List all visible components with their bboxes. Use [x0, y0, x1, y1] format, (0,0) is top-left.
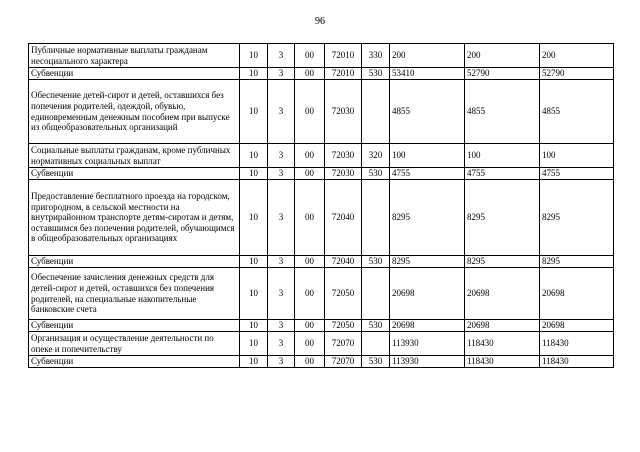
- amount-year-3: 4855: [540, 80, 614, 144]
- amount-year-2: 20698: [465, 268, 540, 320]
- row-name: Субвенции: [29, 256, 240, 268]
- amount-year-1: 113930: [390, 356, 465, 368]
- program-code: 00: [295, 144, 325, 168]
- amount-year-3: 20698: [540, 320, 614, 332]
- amount-year-1: 8295: [390, 256, 465, 268]
- amount-year-2: 8295: [465, 256, 540, 268]
- target-code: 72010: [325, 44, 362, 68]
- section-code: 10: [240, 44, 268, 68]
- table-row: [29, 144, 614, 168]
- program-code: 00: [295, 168, 325, 180]
- target-code: 72070: [325, 332, 362, 356]
- amount-year-3: 8295: [540, 256, 614, 268]
- table-row: [29, 268, 614, 320]
- target-code: 72050: [325, 320, 362, 332]
- amount-year-2: 52790: [465, 68, 540, 80]
- expense-type-code: 530: [362, 168, 390, 180]
- expense-type-code: 320: [362, 144, 390, 168]
- target-code: 72070: [325, 356, 362, 368]
- amount-year-1: 200: [390, 44, 465, 68]
- amount-year-1: 4855: [390, 80, 465, 144]
- subsection-code: 3: [268, 320, 295, 332]
- row-name: Субвенции: [29, 168, 240, 180]
- section-code: 10: [240, 68, 268, 80]
- amount-year-3: 52790: [540, 68, 614, 80]
- table-row: [29, 44, 614, 68]
- program-code: 00: [295, 332, 325, 356]
- expense-type-code: [362, 268, 390, 320]
- subsection-code: 3: [268, 44, 295, 68]
- section-code: 10: [240, 320, 268, 332]
- amount-year-2: 4855: [465, 80, 540, 144]
- section-code: 10: [240, 256, 268, 268]
- target-code: 72040: [325, 180, 362, 256]
- program-code: 00: [295, 44, 325, 68]
- row-name: Обеспечение детей-сирот и детей, оставшихся без попечения родителей, одеждой, обувью, единовременным денежным пособием при выпуске из общеобразовательных организаций: [29, 80, 240, 144]
- table-row: [29, 80, 614, 144]
- program-code: 00: [295, 68, 325, 80]
- target-code: 72030: [325, 144, 362, 168]
- subsection-code: 3: [268, 356, 295, 368]
- amount-year-1: 20698: [390, 268, 465, 320]
- section-code: 10: [240, 80, 268, 144]
- subsection-code: 3: [268, 168, 295, 180]
- subsection-code: 3: [268, 256, 295, 268]
- program-code: 00: [295, 268, 325, 320]
- amount-year-2: 8295: [465, 180, 540, 256]
- expense-type-code: [362, 180, 390, 256]
- amount-year-3: 100: [540, 144, 614, 168]
- target-code: 72040: [325, 256, 362, 268]
- target-code: 72010: [325, 68, 362, 80]
- program-code: 00: [295, 256, 325, 268]
- table-row: [29, 256, 614, 268]
- row-name: Социальные выплаты гражданам, кроме публичных нормативных социальных выплат: [29, 144, 240, 168]
- table-row: [29, 320, 614, 332]
- subsection-code: 3: [268, 68, 295, 80]
- amount-year-3: 8295: [540, 180, 614, 256]
- section-code: 10: [240, 180, 268, 256]
- amount-year-1: 113930: [390, 332, 465, 356]
- target-code: 72050: [325, 268, 362, 320]
- row-name: Организация и осуществление деятельности по опеке и попечительству: [29, 332, 240, 356]
- table-row: [29, 332, 614, 356]
- amount-year-2: 4755: [465, 168, 540, 180]
- subsection-code: 3: [268, 80, 295, 144]
- section-code: 10: [240, 168, 268, 180]
- expense-type-code: 530: [362, 256, 390, 268]
- page-number: 96: [315, 16, 325, 27]
- amount-year-3: 118430: [540, 332, 614, 356]
- amount-year-1: 8295: [390, 180, 465, 256]
- target-code: 72030: [325, 168, 362, 180]
- amount-year-3: 118430: [540, 356, 614, 368]
- program-code: 00: [295, 356, 325, 368]
- expense-type-code: 330: [362, 44, 390, 68]
- amount-year-1: 100: [390, 144, 465, 168]
- row-name: Публичные нормативные выплаты гражданам несоциального характера: [29, 44, 240, 68]
- expense-type-code: 530: [362, 320, 390, 332]
- program-code: 00: [295, 80, 325, 144]
- budget-table: [28, 43, 614, 368]
- expense-type-code: [362, 80, 390, 144]
- program-code: 00: [295, 180, 325, 256]
- section-code: 10: [240, 332, 268, 356]
- table-row: [29, 180, 614, 256]
- expense-type-code: 530: [362, 356, 390, 368]
- amount-year-3: 4755: [540, 168, 614, 180]
- amount-year-3: 200: [540, 44, 614, 68]
- row-name: Субвенции: [29, 68, 240, 80]
- amount-year-2: 118430: [465, 332, 540, 356]
- amount-year-1: 53410: [390, 68, 465, 80]
- row-name: Субвенции: [29, 356, 240, 368]
- subsection-code: 3: [268, 268, 295, 320]
- table-row: [29, 356, 614, 368]
- row-name: Обеспечение зачисления денежных средств для детей-сирот и детей, оставшихся без попечения родителей, на специальные накопительные банковские счета: [29, 268, 240, 320]
- program-code: 00: [295, 320, 325, 332]
- target-code: 72030: [325, 80, 362, 144]
- amount-year-2: 118430: [465, 356, 540, 368]
- section-code: 10: [240, 268, 268, 320]
- table-row: [29, 68, 614, 80]
- subsection-code: 3: [268, 144, 295, 168]
- amount-year-1: 20698: [390, 320, 465, 332]
- row-name: Субвенции: [29, 320, 240, 332]
- amount-year-3: 20698: [540, 268, 614, 320]
- table-row: [29, 168, 614, 180]
- amount-year-2: 100: [465, 144, 540, 168]
- section-code: 10: [240, 356, 268, 368]
- amount-year-2: 20698: [465, 320, 540, 332]
- amount-year-2: 200: [465, 44, 540, 68]
- subsection-code: 3: [268, 332, 295, 356]
- amount-year-1: 4755: [390, 168, 465, 180]
- expense-type-code: 530: [362, 68, 390, 80]
- expense-type-code: [362, 332, 390, 356]
- row-name: Предоставление бесплатного проезда на городском, пригородном, в сельской местности на внутрирайонном транспорте детям-сиротам и детям, оставшимся без попечения родителей, обучающимся в общеобразовательных организациях: [29, 180, 240, 256]
- subsection-code: 3: [268, 180, 295, 256]
- section-code: 10: [240, 144, 268, 168]
